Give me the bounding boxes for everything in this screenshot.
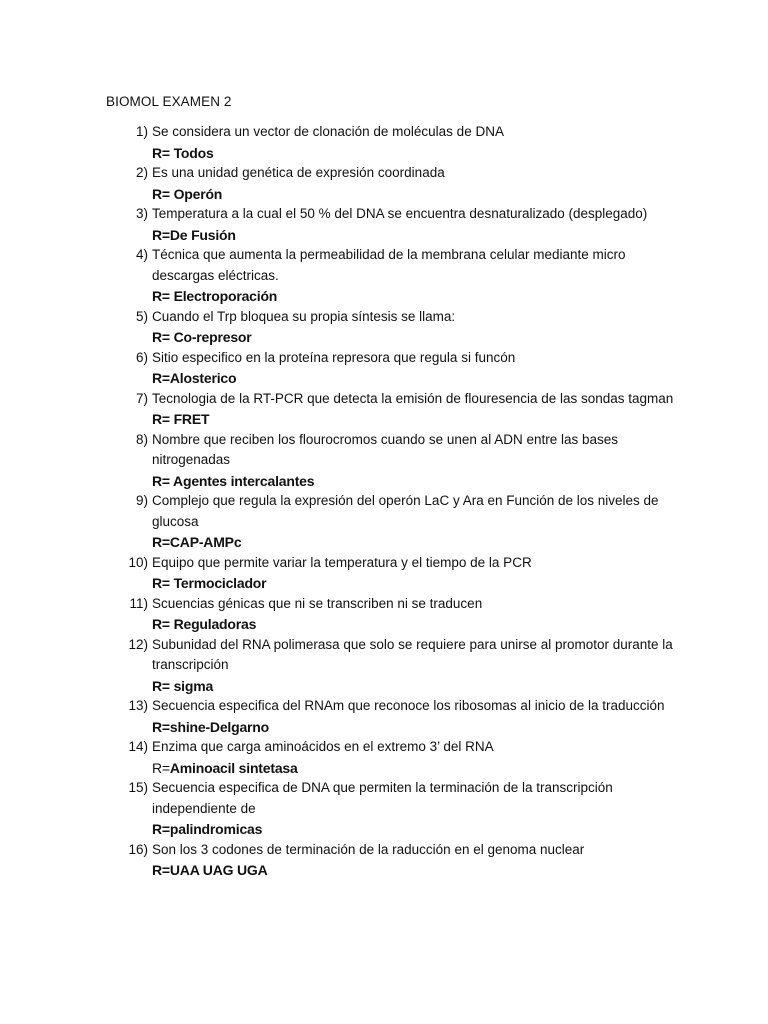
list-item [106,348,676,389]
answer-text: R= Agentes intercalantes [152,472,315,489]
question-text: Son los 3 codones de terminación de la raducción en el genoma nuclear [152,841,585,857]
answer-text [152,758,676,779]
item-number: 16) [128,841,148,857]
item-number: 9) [135,493,148,508]
question-text: Enzima que carga aminoácidos en el extremo 3’ del RNA [152,739,494,754]
answer-text: R= FRET [152,411,210,427]
question-text: Tecnologia de la RT-PCR que detecta la emisión de flouresencia de las sondas tagman [152,390,674,406]
question-text: Nombre que reciben los flourocromos cuando se unen al ADN entre las bases nitrogenadas [152,431,619,467]
list-item [106,553,676,594]
list-item [106,307,676,348]
question-text: Complejo que regula la expresión del operón LaC y Ara en Función de los niveles de glucosa [152,493,659,529]
item-number: 1) [135,124,148,139]
document-title: BIOMOL EXAMEN 2 [106,94,232,109]
question-list [106,122,676,881]
item-number: 14) [128,739,148,754]
answer-text: R= Termociclador [152,575,267,591]
item-number: 5) [135,308,148,324]
list-item [106,245,676,307]
answer-text: R=Alosterico [152,370,237,386]
item-number: 8) [135,431,148,447]
list-item [106,840,676,881]
question-text: Técnica que aumenta la permeabilidad de la membrana celular mediante micro descargas eléctricas. [152,247,626,283]
question-text: Cuando el Trp bloquea su propia síntesis se llama: [152,308,456,324]
list-item [106,122,676,163]
list-item [106,491,676,553]
list-item [106,737,676,778]
item-number: 15) [128,780,148,795]
item-number: 13) [128,698,148,713]
item-number: 6) [135,349,148,365]
question-text: Subunidad del RNA polimerasa que solo se requiere para unirse al promotor durante la transcripción [152,636,673,672]
answer-text: R= Reguladoras [152,616,257,632]
question-text: Equipo que permite variar la temperatura y el tiempo de la PCR [152,554,532,570]
answer-text: R= Co-represor [152,329,252,345]
question-text: Sitio especifico en la proteína represora que regula si funcón [152,349,516,365]
list-item [106,594,676,635]
list-item [106,635,676,697]
question-text: Scuencias génicas que ni se transcriben ni se traducen [152,595,483,611]
item-number: 2) [135,165,148,180]
item-number: 11) [129,595,148,611]
answer-text: R= Electroporación [152,288,278,304]
list-item [106,204,676,245]
list-item [106,389,676,430]
question-text: Temperatura a la cual el 50 % del DNA se encuentra desnaturalizado (desplegado) [152,206,648,221]
list-item [106,430,676,492]
answer-text: R= Operón [152,185,223,202]
item-number: 4) [135,247,148,262]
answer-value: Aminoacil sintetasa [169,759,298,776]
answer-text: R=palindromicas [152,821,263,837]
list-item [106,778,676,840]
question-text: Secuencia especifica de DNA que permiten la terminación de la transcripción independiente de [152,780,613,816]
answer-text: R= sigma [152,677,214,694]
answer-text: R=UAA UAG UGA [152,862,268,878]
question-text: Se considera un vector de clonación de moléculas de DNA [152,124,504,139]
answer-prefix: R= [152,759,170,776]
question-text: Es una unidad genética de expresión coordinada [152,165,445,180]
answer-text: R=CAP-AMPc [152,534,242,550]
list-item [106,163,676,204]
list-item [106,696,676,737]
answer-text: R=De Fusión [152,226,236,243]
item-number: 3) [135,206,148,221]
item-number: 12) [128,636,148,652]
item-number: 7) [135,390,148,406]
answer-text: R=shine-Delgarno [152,718,269,735]
question-text: Secuencia especifica del RNAm que reconoce los ribosomas al inicio de la traducción [152,698,665,713]
answer-text: R= Todos [152,144,214,161]
item-number: 10) [128,554,148,570]
